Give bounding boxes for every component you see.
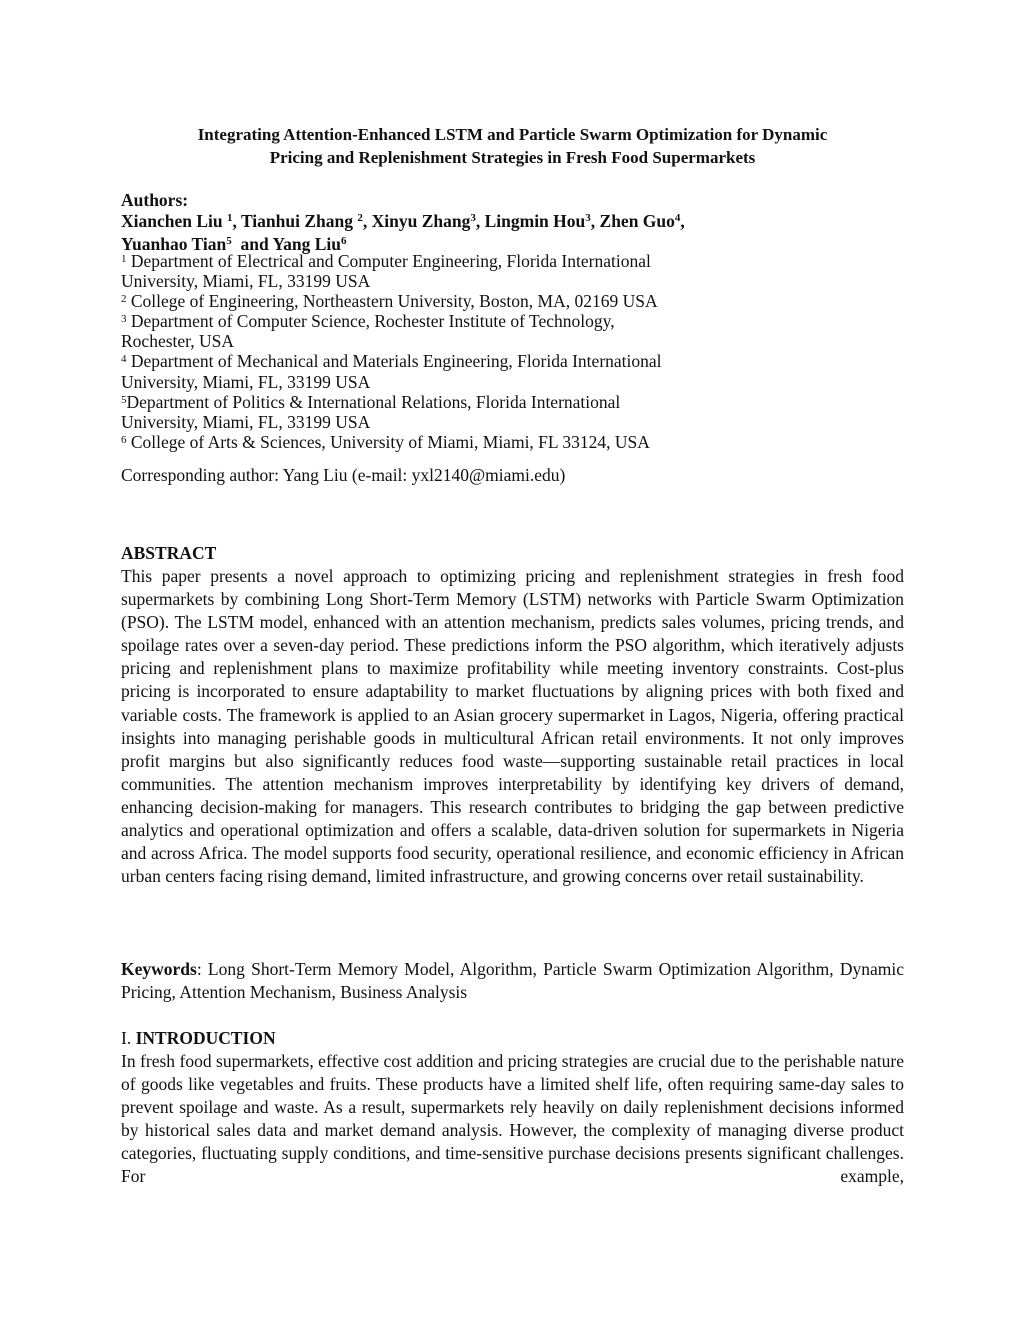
author-sep: , [590, 211, 600, 231]
keywords [121, 958, 904, 1004]
affiliation-2 [121, 291, 904, 311]
author-sup: 6 [341, 235, 347, 247]
author-name: Yang Liu [272, 234, 342, 254]
author-name: Lingmin Hou [484, 211, 586, 231]
author-sup: 3 [585, 212, 591, 224]
keywords-label: Keywords [121, 959, 197, 979]
section-heading [121, 1027, 276, 1050]
affiliation-text: Department of Mechanical and Materials Engineering, Florida International [126, 351, 662, 372]
author-sep: , [232, 211, 241, 231]
affiliation-text: College of Arts & Sciences, University of Miami, Miami, FL 33124, USA [126, 431, 650, 452]
affiliation-4-cont: University, Miami, FL, 33199 USA [121, 371, 371, 392]
author-sep: , [362, 211, 372, 231]
affiliation-3 [121, 311, 904, 331]
affiliation-3-cont: Rochester, USA [121, 331, 235, 352]
affiliation-text: Department of Electrical and Computer Engineering, Florida International [126, 251, 651, 271]
affiliation-sup: 1 [121, 253, 127, 265]
author-sup: 2 [357, 212, 363, 224]
author-name: Tianhui Zhang [240, 211, 358, 231]
title-line-2: Pricing and Replenishment Strategies in Fresh Food Supermarkets [269, 148, 756, 167]
author-sup: 4 [674, 212, 681, 224]
author-name: Zhen Guo [599, 211, 675, 231]
affiliation-6 [121, 432, 904, 452]
affiliation-sup: 2 [121, 293, 127, 306]
affiliation-4 [121, 351, 904, 371]
author-sup: 1 [227, 212, 233, 224]
author-sep: , [680, 211, 685, 231]
affiliation-sup: 3 [121, 313, 127, 326]
keywords-text: : Long Short-Term Memory Model, Algorithm, Particle Swarm Optimization Algorithm, Dynamic Pricing, Attention Mechanism, Business Analysis [121, 959, 904, 1003]
corresponding-author: Corresponding author: Yang Liu (e-mail: yxl2140@miami.edu) [121, 465, 566, 485]
author-name: Yuanhao Tian [121, 234, 227, 254]
affiliation-text: Department of Politics & International Relations, Florida International [126, 391, 621, 412]
affiliation-text: Department of Computer Science, Rochester Institute of Technology, [126, 311, 615, 332]
introduction-body: In fresh food supermarkets, effective cost addition and pricing strategies are crucial due to the perishable nature of goods like vegetables and fruits. These products have a limited shelf life, often requiring same-day sales to prevent spoilage and waste. As a result, supermarkets rely heavily on daily replenishment decisions informed by historical sales data and market demand analysis. However, the complexity of managing diverse product categories, fluctuating supply conditions, and time-sensitive purchase decisions presents significant challenges. For example, [121, 1051, 904, 1187]
authors-heading: Authors: [121, 190, 189, 210]
affiliation-sup: 5 [121, 393, 127, 406]
affiliation-5 [121, 392, 904, 412]
affiliation-1 [121, 251, 904, 271]
author-sep: and [231, 234, 273, 254]
author-sep: , [475, 211, 485, 231]
author-name: Xianchen Liu [121, 211, 227, 231]
affiliation-5-cont: University, Miami, FL, 33199 USA [121, 411, 371, 432]
author-name: Xinyu Zhang [371, 211, 471, 231]
section-title: INTRODUCTION [135, 1028, 276, 1048]
title-line-1: Integrating Attention-Enhanced LSTM and Particle Swarm Optimization for Dynamic [197, 125, 828, 144]
section-number: I. [121, 1028, 136, 1048]
author-list [121, 210, 904, 256]
paper-title [121, 123, 904, 169]
affiliation-1-cont: University, Miami, FL, 33199 USA [121, 271, 371, 292]
affiliation-sup: 6 [121, 433, 127, 446]
affiliation-text: College of Engineering, Northeastern University, Boston, MA, 02169 USA [126, 291, 658, 312]
affiliation-sup: 4 [121, 353, 127, 366]
affiliations [121, 251, 904, 452]
abstract-body: This paper presents a novel approach to optimizing pricing and replenishment strategies in fresh food supermarkets by combining Long Short-Term Memory (LSTM) networks with Particle Swarm Optimization (PSO). The LSTM model, enhanced with an attention mechanism, predicts sales volumes, pricing trends, and spoilage rates over a seven-day period. These predictions inform the PSO algorithm, which iteratively adjusts pricing and replenishment plans to maximize profitability while meeting inventory constraints. Cost-plus pricing is incorporated to ensure adaptability to market fluctuations by aligning prices with both fixed and variable costs. The framework is applied to an Asian grocery supermarket in Lagos, Nigeria, offering practical insights into managing perishable goods in multicultural African retail environments. It not only improves profit margins but also significantly reduces food waste—supporting sustainable retail practices in local communities. The attention mechanism improves interpretability by identifying key drivers of demand, enhancing decision-making for managers. This research contributes to bridging the gap between predictive analytics and operational optimization and offers a scalable, data-driven solution for supermarkets in Nigeria and across Africa. The model supports food security, operational resilience, and economic efficiency in African urban centers facing rising demand, limited infrastructure, and growing concerns over retail sustainability. [121, 566, 904, 887]
abstract-heading: ABSTRACT [121, 543, 217, 563]
author-sup: 5 [226, 235, 232, 247]
author-sup: 3 [470, 212, 476, 224]
